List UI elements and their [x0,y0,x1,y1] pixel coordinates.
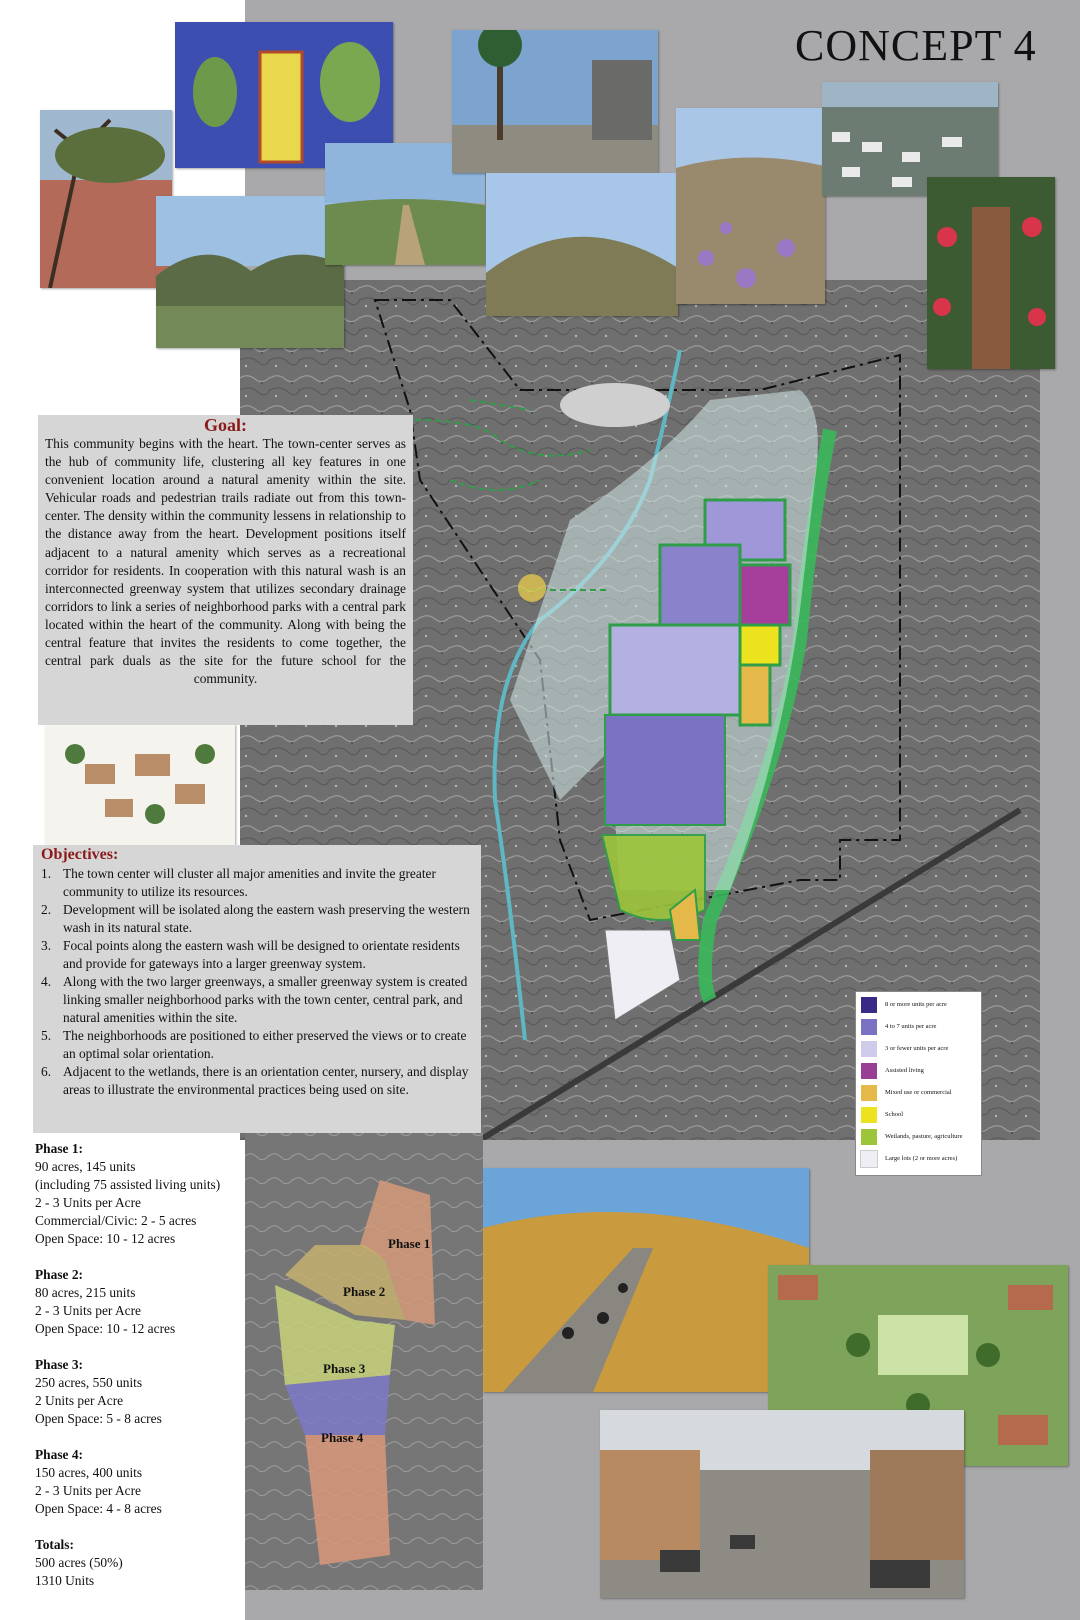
land-use-legend [855,991,982,1176]
legend-swatch [861,997,877,1013]
goal-text: This community begins with the heart. The town-center serves as the hub of community life, clustering all key features in one convenient location around a natural amenity within the site. Vehicular roads and pedestrian trails radiate out from this town-center. The density within the community lessens in relationship to the distance away from the heart. Development positions itself adjacent to a natural amenity which serves as a recreational corridor for residents. In cooperation with this natural wash is an interconnected greenway system that utilizes secondary drainage corridors to link a series of neighborhood parks with a central park located within the heart of the community. Along with being the central feature that invites the residents to come together, the central park duals as the site for the future school for the community. [45,436,406,687]
legend-swatch [861,1063,877,1079]
phase-2-summary: Phase 2: 80 acres, 215 units 2 - 3 Units per Acre Open Space: 10 - 12 acres [35,1267,176,1336]
objectives-heading: Objectives: [41,846,119,863]
rocky-hill-photo [486,173,678,316]
legend-item: 3 or fewer units per acre [861,1041,948,1057]
village-model-photo [45,724,235,846]
palm-courtyard-photo [452,30,658,173]
objective-item: 1. The town center will cluster all major amenities and invite the greater community to utilize its resources. [41,866,436,899]
totals-summary: Totals: 500 acres (50%) 1310 Units [35,1537,123,1588]
objective-item: 3. Focal points along the eastern wash will be designed to orientate residents and provide for gateways into a larger greenway system. [41,938,460,971]
desert-garden-photo [40,110,172,288]
phase-3-label: Phase 3 [323,1361,366,1376]
desert-hills-photo [156,196,344,348]
legend-swatch [861,1041,877,1057]
legend-item: 8 or more units per acre [861,997,947,1013]
phase-3-summary: Phase 3: 250 acres, 550 units 2 Units per Acre Open Space: 5 - 8 acres [35,1357,162,1426]
phase-1-label: Phase 1 [388,1236,431,1251]
legend-swatch [861,1085,877,1101]
legend-swatch [861,1019,877,1035]
goal-heading: Goal: [204,415,247,435]
legend-item: 4 to 7 units per acre [861,1019,936,1035]
objective-item: 4. Along with the two larger greenways, a smaller greenway system is created linking smaller neighborhood parks with the town center, central park, and natural amenities within the site. [41,974,468,1025]
objective-item: 2. Development will be isolated along the eastern wash preserving the western wash in its natural state. [41,902,470,935]
legend-item: Large lots (2 or more acres) [861,1151,957,1167]
phase-summary [35,1140,250,1608]
cyclists-trail-photo [483,1168,809,1392]
wildflower-hillside-photo [676,108,825,304]
legend-swatch [861,1107,877,1123]
goal-box [38,415,413,725]
page-title: CONCEPT 4 [795,21,1037,70]
hill-outcrop [560,383,670,427]
objective-item: 6. Adjacent to the wetlands, there is an orientation center, nursery, and display areas to illustrate the environmental practices being used on site. [41,1064,469,1097]
legend-item: Wetlands, pasture, agriculture [861,1129,962,1145]
legend-swatch [861,1151,877,1167]
objectives-list [33,865,481,1099]
legend-item: Assisted living [861,1063,924,1079]
legend-swatch [861,1129,877,1145]
flower-courtyard-photo [927,177,1055,369]
phase-2-label: Phase 2 [343,1284,386,1299]
objectives-box [33,845,481,1133]
phasing-map [245,1125,483,1590]
legend-item: Mixed use or commercial [861,1085,952,1101]
neighborhood-park-marker [518,574,546,602]
phase-1-summary: Phase 1: 90 acres, 145 units (including 75 assisted living units) 2 - 3 Units per Acre Commercial/Civic: 2 - 5 acres Open Space: 10 - 12 acres [35,1141,221,1246]
main-street-photo [600,1410,964,1598]
phase-4-label: Phase 4 [321,1430,364,1445]
legend-item: School [861,1107,903,1123]
phase-4-summary: Phase 4: 150 acres, 400 units 2 - 3 Units per Acre Open Space: 4 - 8 acres [35,1447,162,1516]
objective-item: 5. The neighborhoods are positioned to either preserved the views or to create an optimal solar orientation. [41,1028,467,1061]
